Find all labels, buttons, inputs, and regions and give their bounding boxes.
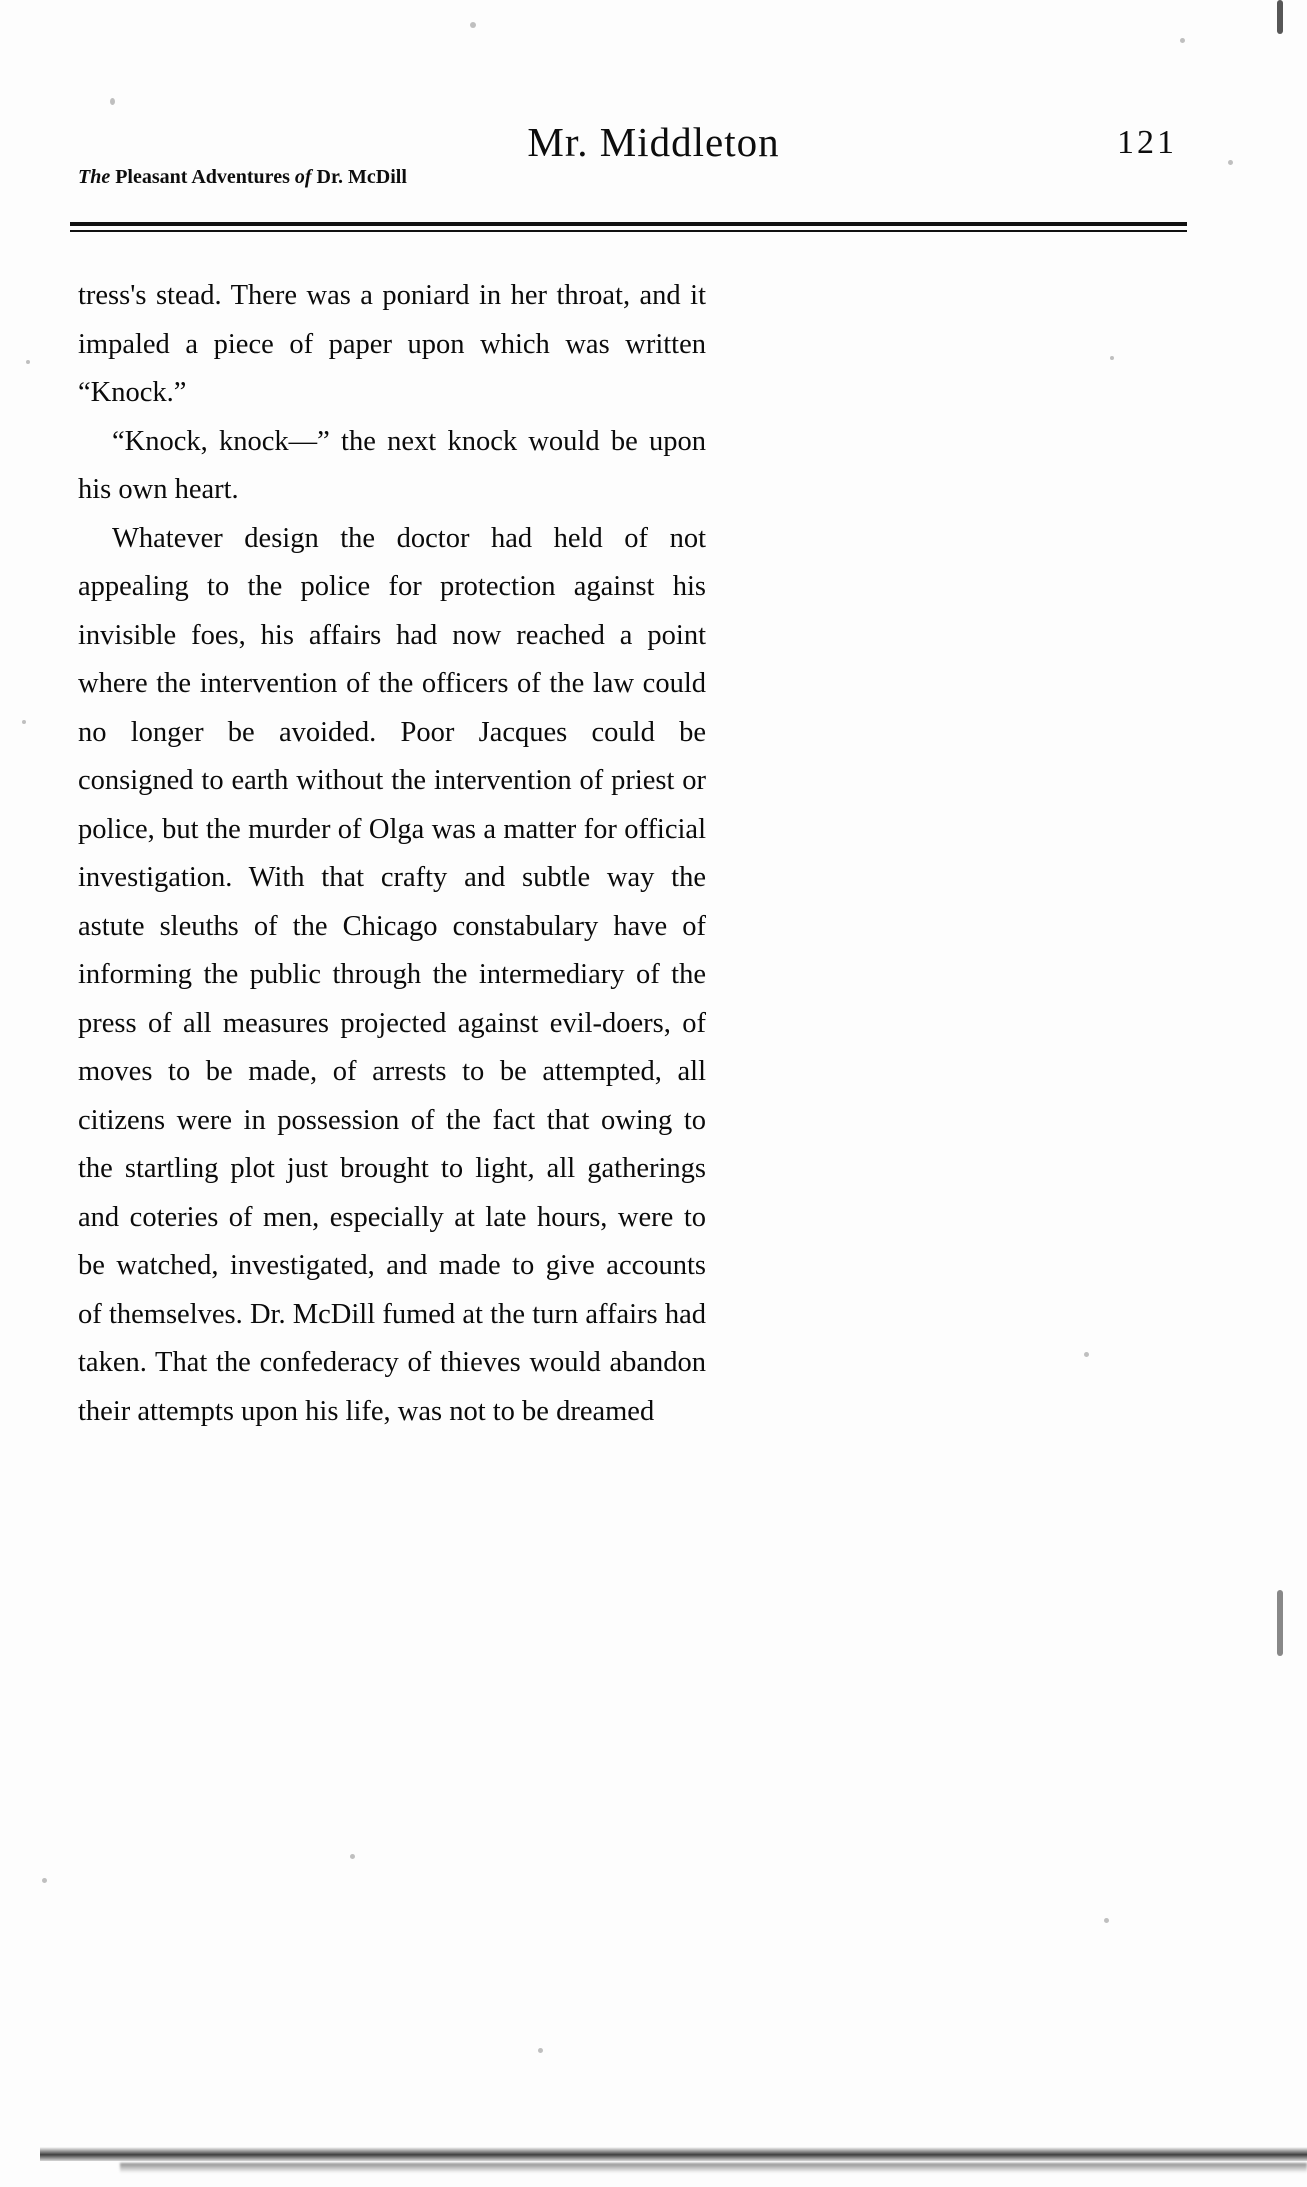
scan-speck <box>42 1878 47 1883</box>
page-number: 121 <box>1117 124 1177 161</box>
scan-speck <box>470 22 476 28</box>
page-header <box>0 118 1307 188</box>
subhead-italic-the: The <box>78 166 111 188</box>
subhead-roman-dr-mcdill: Dr. McDill <box>311 166 407 188</box>
scan-speck <box>1180 38 1185 43</box>
scan-speck <box>350 1854 355 1859</box>
scan-speck <box>26 360 30 364</box>
paragraph: “Knock, knock—” the next knock would be upon his own heart. <box>78 425 706 505</box>
running-title: Mr. Middleton <box>527 119 780 165</box>
scan-edge-mark <box>1277 1590 1283 1656</box>
subhead-roman-pleasant-adventures: Pleasant Adventures <box>110 166 295 188</box>
body-text-column <box>78 272 706 1436</box>
page-bottom-shadow-secondary <box>120 2163 1307 2173</box>
scan-speck <box>22 720 26 724</box>
header-rule-thick <box>70 222 1187 226</box>
page-bottom-shadow <box>40 2147 1307 2161</box>
scan-edge-mark <box>1277 0 1283 34</box>
paragraph: Whatever design the doctor had held of not appealing to the police for protection against his invisible foes, his affairs had now reached a point where the intervention of the officers of the law could no longer be avoided. Poor Jacques could be consigned to earth without the intervention of priest or police, but the murder of Olga was a matter for official investigation. With that crafty and subtle way the astute sleuths of the Chicago constabulary have of informing the public through the intermediary of the press of all measures projected against evil-doers, of moves to be made, of arrests to be attempted, all citizens were in possession of the fact that owing to the startling plot just brought to light, all gatherings and coteries of men, especially at late hours, were to be watched, investigated, and made to give accounts of themselves. Dr. McDill fumed at the turn affairs had taken. That the confederacy of thieves would abandon their attempts upon his life, was not to be dreamed <box>78 522 706 1427</box>
scan-speck <box>538 2048 543 2053</box>
chapter-subhead <box>78 166 407 189</box>
scan-speck <box>1104 1918 1109 1923</box>
subhead-italic-of: of <box>294 166 312 188</box>
header-rule <box>70 222 1187 232</box>
scan-speck <box>110 98 115 105</box>
paragraph: tress's stead. There was a poniard in her throat, and it impaled a piece of paper upon which was written “Knock.” <box>78 280 706 408</box>
scan-speck <box>1110 356 1114 360</box>
scan-speck <box>1084 1352 1089 1357</box>
header-rule-thin <box>70 230 1187 232</box>
